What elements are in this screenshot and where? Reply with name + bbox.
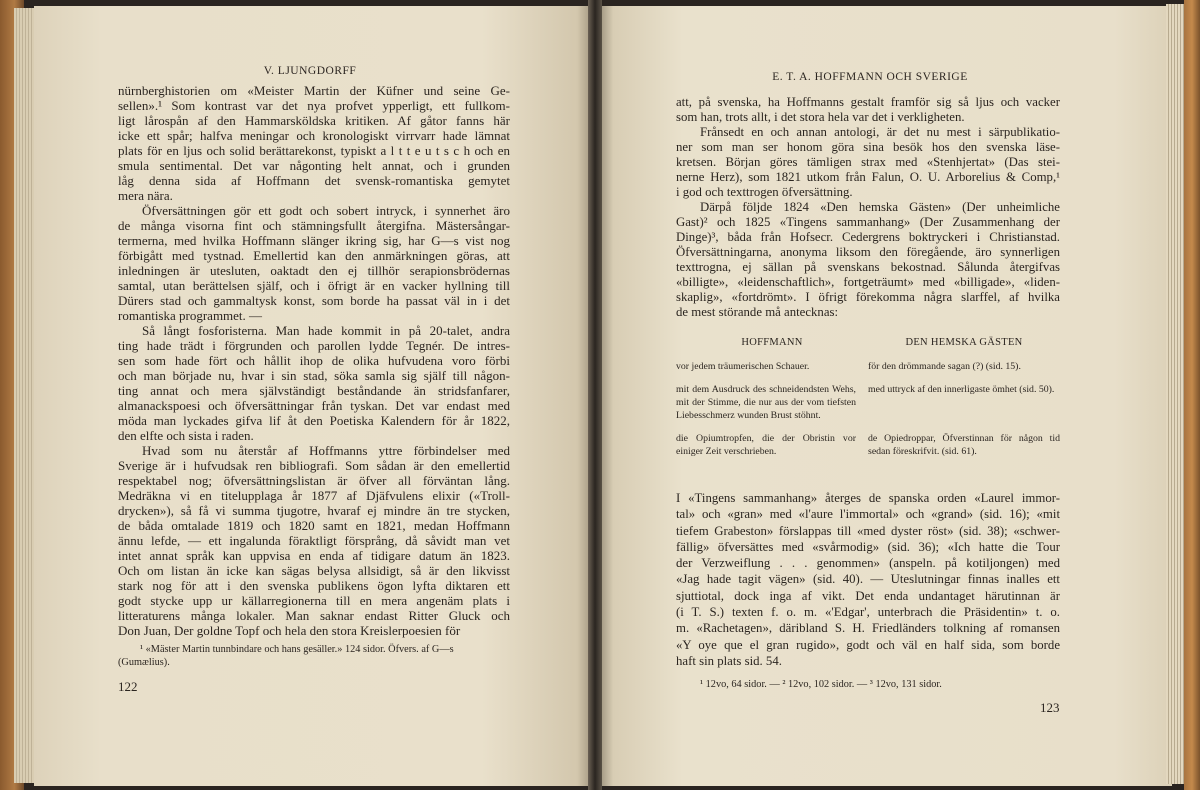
text-line: Gast)² och 1825 «Tingens sammanhang» (Der Zusammenhang der (676, 215, 1060, 229)
text-line: sellen».¹ Som kontrast var det nya profvet ypperligt, ett fullkom- (118, 98, 510, 113)
text-line: intet annat språk kan uppvisa en enda af tidigare datum än 1823. (118, 548, 510, 563)
footnote-line: ¹ «Mäster Martin tunnbindare och hans gesäller.» 124 sidor. Öfvers. af G—s (140, 644, 454, 655)
text-line: Öfversättningarna, anonyma liksom den föregående, äro synnerligen (676, 245, 1060, 259)
text-line: kretsen. Början göres tämligen strax med «Stenhjertat» (Das stei- (676, 155, 1060, 169)
text-line: den elfte och sista i raden. (118, 428, 254, 443)
text-line: mera nära. (118, 188, 173, 203)
text-line: samtal, utan berättelsen själf, och i öfrigt är en vacker hyllning till (118, 278, 510, 293)
text-line: tiefem Grabeston» förslappas till «med dyster röst» (sid. 38); «schwer- (676, 523, 1060, 538)
text-line: almanackspoesi och öfversättningar från tyskan. Det var endast med (118, 398, 510, 413)
text-line: som han, trots allt, i det stora hela var det i verkligheten. (676, 110, 965, 124)
text-line: I «Tingens sammanhang» återges de spanska orden «Laurel immor- (676, 491, 1060, 505)
table-header: HOFFMANN (741, 337, 803, 348)
text-line: Medräkna vi en titelupplaga år 1877 af Djäfvulens elixir («Troll- (118, 488, 510, 503)
text-line: termerna, med hvilka Hoffmann slänger ikring sig, har G—s vist nog (118, 233, 510, 248)
table-row (676, 432, 1060, 468)
running-head-left: V. LJUNGDORFF (263, 65, 357, 77)
text-line: «billigte», «leidenschaftlich», fortgeträumt» med «billigade», «liden- (676, 275, 1060, 289)
text-line: låg denna sida af Hoffmann det svensk-romantiska gemytet (118, 173, 510, 188)
text-line: och man började nu, hvar i sin stad, söka samla sig själf till någon- (118, 368, 510, 383)
text-line: sjuttiotal, dock inga af vikt. Det enda undantaget härutinnan är (676, 588, 1060, 603)
text-line: de båda omtalade 1819 och 1820 samt en 1821, medan Hoffmann (118, 518, 510, 533)
table-header: DEN HEMSKA GÄSTEN (905, 337, 1023, 348)
text-line: Dinge)³, båda från Hofsecr. Cedergrens boktryckeri i Christianstad. (676, 230, 1060, 244)
text-line: skaplig», «fortdrömt». I öfrigt förekomma några slarffel, af hvilka (676, 290, 1060, 304)
text-line: icke ett spår; halfva meningar och kronologiskt virrvarr hade lämnat (118, 128, 510, 143)
book-spine (588, 0, 602, 790)
footnote-left (118, 643, 510, 669)
text-line: drycken»), så få vi summa tjugotre, hvaraf ej mindre än tre stycken, (118, 503, 510, 518)
text-line: att, på svenska, ha Hoffmanns gestalt framför sig så ljus och vacker (676, 95, 1060, 109)
text-line: Dürers stad och gammaltysk konst, som borde ha passat väl in i det (118, 293, 510, 308)
table-cell: vor jedem träumerischen Schauer. (676, 361, 810, 372)
paragraph (676, 125, 1060, 200)
text-line: sen som hade fört och hållit ihop de olika hufvudena voro förbi (118, 353, 510, 368)
text-line: Och om listan än icke kan sägas belysa allsidigt, så är den likvisst (118, 563, 510, 578)
text-line: nürnberghistorien om «Meister Martin der Küfner und seine Ge- (118, 83, 510, 98)
text-line: «Jag hade tagit vägen» (sid. 40). — Uteslutningar finnas inalles ett (676, 572, 1060, 587)
text-line: möda man lyckades gifva lif åt den Poetiska Kalendern för år 1822, (118, 413, 510, 428)
paragraph (676, 490, 1060, 669)
text-line: de mest störande må antecknas: (676, 305, 839, 319)
text-line: plats för en ljus och solid berättarekonst, typiskt a l t t e u t s c h och en (118, 143, 510, 158)
text-line: respektabel nog; öfversättningslistan är öfver all förväntan lång. (118, 473, 510, 488)
text-line: Så långt fosforisterna. Man hade kommit in på 20-talet, andra (142, 323, 510, 338)
table-cell: de Opiedroppar, Öfverstinnan för någon tid sedan föreskrifvit. (sid. 61). (868, 433, 1060, 457)
paragraph (118, 83, 510, 203)
table-cell: mit dem Ausdruck des schneidendsten Wehs, mit der Stimme, die nur aus der vom tiefsten Liebesschmerz wunden Brust stöhnt. (676, 384, 856, 421)
text-line: (i T. S.) texten f. o. m. «'Edgar', unterbrach die Präsidentin» t. o. (676, 605, 1060, 620)
table-cell: för den drömmande sagan (?) (sid. 15). (868, 361, 1021, 372)
table-cell: die Opiumtropfen, die der Obristin vor einiger Zeit verschrieben. (676, 433, 856, 457)
paragraph (676, 95, 1060, 125)
text-line: ännu lefde, — ett ingalunda föraktligt försprång, då såvidt man vet (118, 533, 510, 548)
text-line: ner som man ser honom göra sina besök hos den svenska läse- (676, 140, 1060, 154)
running-head-right: E. T. A. HOFFMANN OCH SVERIGE (772, 71, 968, 83)
footnote-right: ¹ 12vo, 64 sidor. — ² 12vo, 102 sidor. — ³ 12vo, 131 sidor. (700, 679, 942, 690)
page-edges-right (1166, 4, 1186, 784)
text-line: förbigått med tystnad. Emellertid kan den anmärkningen göras, att (118, 248, 510, 263)
text-line: i god och texttrogen öfversättning. (676, 185, 853, 199)
text-line: der Verzweiflung . . . genommen» (anspeln. på kotiljongen) med (676, 556, 1060, 571)
text-line: nerne Herz), som 1821 utkom från Falun, O. U. Arborelius & Comp,¹ (676, 170, 1060, 184)
comparison-table (676, 335, 1060, 468)
right-page-body-lower (676, 490, 1060, 669)
paragraph (118, 203, 510, 323)
table-cell: med uttryck af den innerligaste ömhet (sid. 50). (868, 384, 1055, 395)
book-cover-right (1184, 0, 1200, 790)
page-number-right: 123 (1040, 700, 1060, 715)
right-page-body (676, 95, 1060, 320)
text-line: litteraturens många lokaler. Man saknar endast Ritter Gluck och (118, 608, 510, 623)
page-number-left: 122 (118, 679, 138, 694)
text-line: ligt lårospån af den Hammarsköldska kritiken. Af gåtor fanns här (118, 113, 510, 128)
text-line: godt stycke upp ur källarregionerna till en mera angenäm plats i (118, 593, 510, 608)
text-line: romantiska programmet. — (118, 308, 263, 323)
text-line: m. «Rachetagen», däribland S. H. Friedländers tolkning af romansen (676, 621, 1060, 636)
text-line: de många visorna fint och stämningsfullt återgifna. Mästersångar- (118, 218, 510, 233)
paragraph (118, 443, 510, 638)
table-row (676, 360, 1060, 383)
text-line: tal» och «gran» med «l'aure l'immortal» och «grand» (sid. 16); «mit (676, 507, 1060, 522)
text-line: «Y oye que el gran rugido», godt och väl en half sida, som borde (676, 637, 1060, 652)
text-line: Don Juan, Der goldne Topf och hela den stora Kreislerpoesien för (118, 623, 461, 638)
text-line: Öfversättningen gör ett godt och sobert intryck, i synnerhet äro (142, 203, 510, 218)
text-line: ting annat och mera självständigt beståndande än stridsfanfarer, (118, 383, 510, 398)
text-line: inledningen är utesluten, oaktadt den ej tillhör serapionsbrödernas (118, 263, 510, 278)
table-row (676, 383, 1060, 432)
text-line: fällig» öfversättes med «svårmodig» (sid. 36); «Ich hatte die Tour (676, 539, 1060, 554)
text-line: stark nog för att i den svenska publikens ögon lyfta diktaren ett (118, 578, 510, 593)
footnote-line: (Gumælius). (118, 657, 170, 668)
text-line: texttrogna, ej sällan på svenskans bekostnad. Sålunda återgifvas (676, 260, 1060, 274)
text-line: ting hade trädt i förgrunden och parollen lydde Tegnér. De intres- (118, 338, 510, 353)
text-line: smula sentimental. Det var någonting helt annat, och i grunden (118, 158, 510, 173)
text-line: haft sin plats sid. 54. (676, 653, 782, 668)
text-line: Sverige är i hufvudsak ren bibliografi. Som sådan är den emellertid (118, 458, 510, 473)
paragraph (118, 323, 510, 443)
text-line: Hvad som nu återstår af Hoffmanns yttre förbindelser med (142, 443, 510, 458)
left-page-body (118, 83, 510, 694)
paragraph (676, 200, 1060, 320)
text-line: Därpå följde 1824 «Den hemska Gästen» (Der unheimliche (700, 200, 1060, 214)
text-line: Frånsedt en och annan antologi, är det nu mest i särpublikatio- (700, 125, 1060, 139)
